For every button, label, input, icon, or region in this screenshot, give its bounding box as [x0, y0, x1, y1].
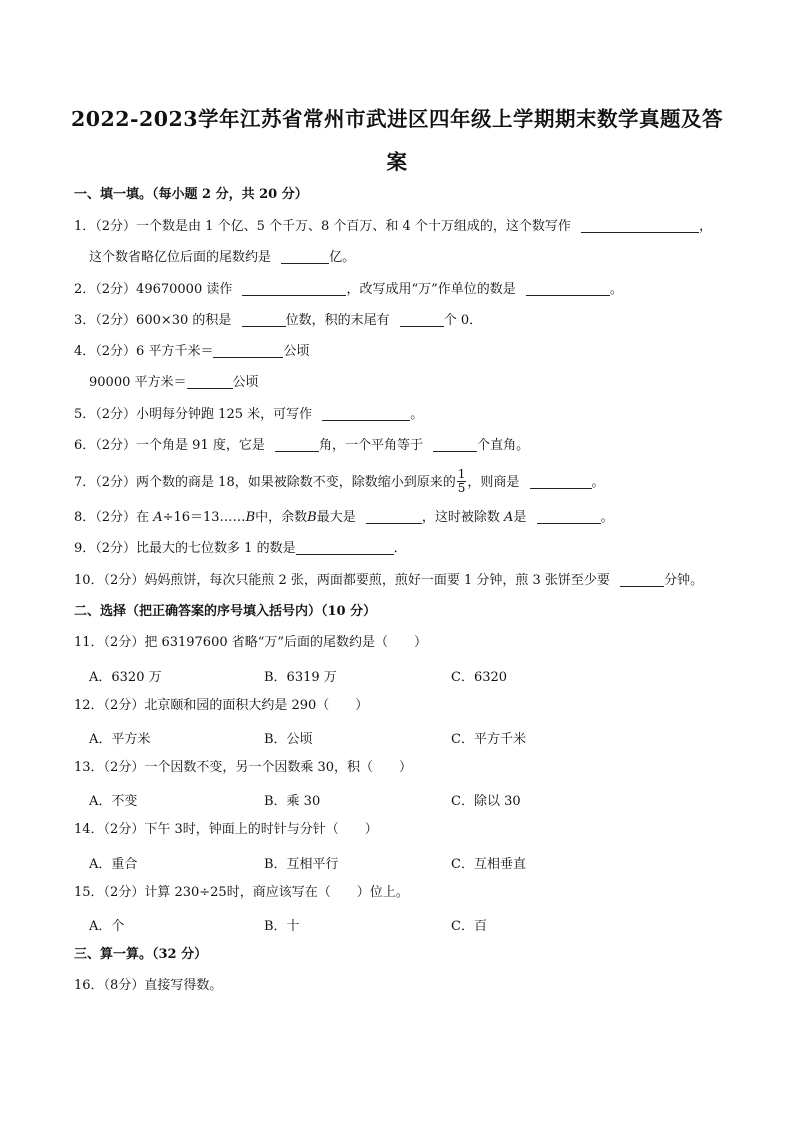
q10-text-b: 分钟。 [664, 573, 704, 588]
q4-text-b: 公顷 [283, 344, 310, 359]
q10-text-a: 10．（2分）妈妈煎饼，每次只能煎 2 张，两面都要煎，煎好一面要 1 分钟，煎 3 张饼至少要 [74, 573, 610, 588]
q2-text-b: ，改写成用“万”作单位的数是 [346, 282, 516, 297]
q6-text-b: 角，一个平角等于 [319, 438, 424, 453]
q13-option-b[interactable]: B．乘 30 [264, 794, 321, 809]
question-8 [74, 509, 614, 527]
q4-blank-2[interactable] [187, 374, 233, 389]
q12-option-a[interactable]: A．平方米 [89, 732, 151, 747]
q3-text-c: 个 0． [443, 313, 483, 328]
q8-var-b-2: B [307, 510, 317, 525]
q8-text-f: 。 [600, 510, 614, 525]
question-3 [74, 312, 482, 330]
question-2 [74, 281, 623, 299]
q7-blank-1[interactable] [530, 474, 592, 489]
question-9 [74, 540, 407, 558]
q5-blank-1[interactable] [322, 406, 410, 421]
q8-var-b: B [245, 510, 256, 525]
exam-title-line2: 案 [386, 150, 408, 174]
q7-fraction [457, 468, 467, 495]
q10-blank-1[interactable] [620, 572, 664, 587]
q7-fraction-numerator: 1 [457, 467, 466, 481]
q1-text-d: 亿。 [329, 250, 356, 265]
q1-blank-1[interactable] [581, 218, 699, 233]
q5-text-b: 。 [410, 407, 424, 422]
question-1-line2 [89, 249, 355, 267]
section1-heading: 一、填一填。（每小题 2 分，共 20 分） [74, 187, 308, 202]
q8-text-c: 最大是 [316, 510, 356, 525]
q3-text-b: 位数，积的末尾有 [285, 313, 390, 328]
q3-text-a: 3．（2分）600×30 的积是 [74, 313, 232, 328]
question-6 [74, 437, 529, 455]
q2-blank-2[interactable] [526, 281, 610, 296]
q7-fraction-denominator: 5 [457, 481, 466, 495]
q8-text-e: 是 [513, 510, 527, 525]
question-4-line2 [89, 374, 259, 392]
q13-option-c[interactable]: C．除以 30 [451, 794, 521, 809]
q6-blank-2[interactable] [433, 437, 477, 452]
q11-option-b[interactable]: B．6319 万 [264, 670, 337, 685]
q8-text-a: 8．（2分）在 [74, 510, 150, 525]
q15-option-a[interactable]: A．个 [89, 919, 125, 934]
question-15-stem: 15．（2分）计算 230÷25时，商应该写在（ ）位上。 [74, 885, 409, 900]
question-4-line1 [74, 343, 309, 361]
question-12-stem: 12．（2分）北京颐和园的面积大约是 290（ ） [74, 698, 369, 713]
q5-text-a: 5．（2分）小明每分钟跑 125 米，可写作 [74, 407, 313, 422]
question-1-line1 [74, 218, 712, 236]
q12-option-b[interactable]: B．公顷 [264, 732, 313, 747]
q13-option-a[interactable]: A．不变 [89, 794, 138, 809]
q3-blank-1[interactable] [242, 312, 286, 327]
question-16-stem: 16．（8分）直接写得数。 [74, 978, 223, 993]
q8-text-d: ，这时被除数 [421, 510, 500, 525]
q4-text-c: 90000 平方米＝ [89, 375, 187, 390]
q6-text-c: 个直角。 [477, 438, 530, 453]
q4-text-d: 公顷 [232, 375, 259, 390]
q7-text-a: 7．（2分）两个数的商是 18，如果被除数不变，除数缩小到原来的 [74, 475, 456, 490]
q1-text-c: 这个数省略亿位后面的尾数约是 [89, 250, 272, 265]
exam-title-line1: 2022-2023学年江苏省常州市武进区四年级上学期期末数学真题及答 [70, 107, 724, 131]
q15-option-c[interactable]: C．百 [451, 919, 487, 934]
section3-heading: 三、算一算。（32 分） [74, 947, 208, 962]
q9-text-a: 9．（2分）比最大的七位数多 1 的数是 [74, 541, 296, 556]
q4-text-a: 4．（2分）6 平方千米＝ [74, 344, 214, 359]
q8-blank-2[interactable] [537, 509, 601, 524]
q4-blank-1[interactable] [213, 343, 283, 358]
q9-text-b: ． [393, 541, 407, 556]
q14-option-c[interactable]: C．互相垂直 [451, 857, 526, 872]
question-13-stem: 13．（2分）一个因数不变，另一个因数乘 30，积（ ） [74, 760, 412, 775]
q6-text-a: 6．（2分）一个角是 91 度，它是 [74, 438, 265, 453]
q6-blank-1[interactable] [275, 437, 319, 452]
q8-text-div: ÷16＝13…… [162, 510, 246, 525]
q2-text-a: 2．（2分）49670000 读作 [74, 282, 233, 297]
q8-text-b: 中，余数 [255, 510, 308, 525]
question-10 [74, 572, 703, 590]
question-7 [74, 469, 605, 496]
q1-text-a: 1．（2分）一个数是由 1 个亿、5 个千万、8 个百万、和 4 个十万组成的，这个数写作 [74, 219, 571, 234]
q2-blank-1[interactable] [242, 281, 346, 296]
question-14-stem: 14．（2分）下午 3时，钟面上的时针与分针（ ） [74, 822, 378, 837]
q8-var-a-2: A [504, 510, 514, 525]
question-5 [74, 406, 423, 424]
q11-option-a[interactable]: A．6320 万 [89, 670, 162, 685]
q8-blank-1[interactable] [366, 509, 422, 524]
q2-text-c: 。 [609, 282, 623, 297]
q7-text-c: 。 [591, 475, 605, 490]
question-11-stem: 11．（2分）把 63197600 省略“万”后面的尾数约是（ ） [74, 635, 428, 650]
q1-blank-2[interactable] [281, 249, 329, 264]
q12-option-c[interactable]: C．平方千米 [451, 732, 526, 747]
q7-text-b: ，则商是 [467, 475, 520, 490]
q9-blank-1[interactable] [296, 540, 394, 555]
q11-option-c[interactable]: C．6320 [451, 670, 508, 685]
q15-option-b[interactable]: B．十 [264, 919, 300, 934]
q14-option-a[interactable]: A．重合 [89, 857, 138, 872]
section2-heading: 二、选择（把正确答案的序号填入括号内）（10 分） [74, 604, 377, 619]
q8-var-a: A [153, 510, 163, 525]
q1-text-b: ， [699, 219, 713, 234]
q3-blank-2[interactable] [400, 312, 444, 327]
q14-option-b[interactable]: B．互相平行 [264, 857, 339, 872]
